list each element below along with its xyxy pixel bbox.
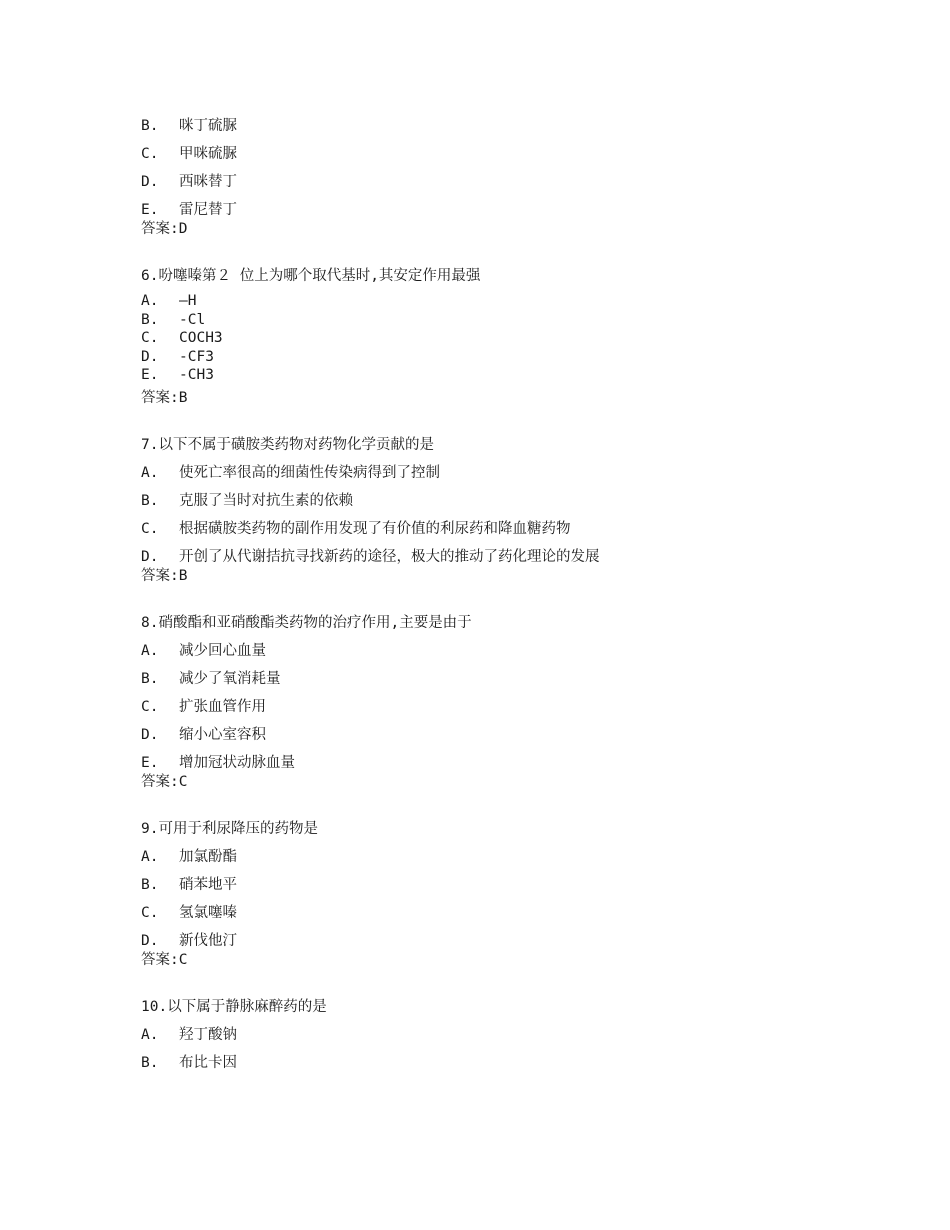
option-text: 开创了从代谢拮抗寻找新药的途径，极大的推动了药化理论的发展 xyxy=(179,548,600,565)
option-a xyxy=(141,459,901,487)
option-b xyxy=(141,487,901,515)
option-letter: B. xyxy=(141,118,159,134)
question-5-block xyxy=(141,112,901,240)
option-text: 咪丁硫脲 xyxy=(179,118,237,134)
answer-text: 答案:B xyxy=(141,389,188,406)
option-letter: A. xyxy=(141,1026,159,1043)
option-letter: C. xyxy=(141,904,159,921)
option-a xyxy=(141,637,901,665)
question-title: 10.以下属于静脉麻醉药的是 xyxy=(141,998,327,1015)
option-a xyxy=(141,843,901,871)
answer-text: 答案:C xyxy=(141,773,188,790)
option-letter: B. xyxy=(141,1054,159,1071)
question-6-block xyxy=(141,262,901,409)
option-d xyxy=(141,168,901,196)
option-letter: A. xyxy=(141,293,159,309)
option-text: 雷尼替丁 xyxy=(179,202,237,218)
option-text: 甲咪硫脲 xyxy=(179,146,237,162)
option-text: 减少了氧消耗量 xyxy=(179,670,281,687)
option-text: -CH3 xyxy=(179,367,214,383)
option-letter: A. xyxy=(141,642,159,659)
option-text: 减少回心血量 xyxy=(179,642,266,659)
question-8-block xyxy=(141,609,901,793)
option-letter: C. xyxy=(141,146,159,162)
option-text: 使死亡率很高的细菌性传染病得到了控制 xyxy=(179,464,440,481)
option-letter: D. xyxy=(141,932,159,949)
option-text: –H xyxy=(179,293,197,309)
option-text: COCH3 xyxy=(179,330,223,346)
option-text: 布比卡因 xyxy=(179,1054,237,1071)
option-letter: B. xyxy=(141,670,159,687)
option-b xyxy=(141,665,901,693)
question-title: 8.硝酸酯和亚硝酸酯类药物的治疗作用,主要是由于 xyxy=(141,614,472,631)
option-a xyxy=(141,1021,901,1049)
question-7-block xyxy=(141,431,901,587)
option-c xyxy=(141,329,901,348)
option-letter: D. xyxy=(141,726,159,743)
option-text: -CF3 xyxy=(179,348,214,365)
option-text: 加氯酚酯 xyxy=(179,848,237,865)
question-title: 7.以下不属于磺胺类药物对药物化学贡献的是 xyxy=(141,436,434,453)
option-b xyxy=(141,1049,901,1077)
option-letter: A. xyxy=(141,848,159,865)
option-letter: D. xyxy=(141,174,159,190)
answer-text: 答案:B xyxy=(141,567,188,584)
question-title: 9.可用于利尿降压的药物是 xyxy=(141,820,318,837)
option-letter: C. xyxy=(141,520,159,537)
option-text: 西咪替丁 xyxy=(179,174,237,190)
option-text: 硝苯地平 xyxy=(179,876,237,893)
option-letter: D. xyxy=(141,348,159,365)
option-b xyxy=(141,871,901,899)
document-page xyxy=(141,112,901,1077)
option-a xyxy=(141,292,901,311)
option-letter: E. xyxy=(141,367,159,383)
option-text: 根据磺胺类药物的副作用发现了有价值的利尿药和降血糖药物 xyxy=(179,520,571,537)
question-10-block xyxy=(141,993,901,1077)
option-text: 扩张血管作用 xyxy=(179,698,266,715)
option-letter: C. xyxy=(141,698,159,715)
option-letter: A. xyxy=(141,464,159,481)
option-text: 氢氯噻嗪 xyxy=(179,904,237,921)
option-c xyxy=(141,899,901,927)
option-d xyxy=(141,721,901,749)
option-c xyxy=(141,515,901,543)
question-title: 6.吩噻嗪第２ 位上为哪个取代基时,其安定作用最强 xyxy=(141,268,481,284)
option-letter: C. xyxy=(141,330,159,346)
option-text: 新伐他汀 xyxy=(179,932,237,949)
option-letter: D. xyxy=(141,548,159,565)
option-d xyxy=(141,348,901,367)
option-b xyxy=(141,112,901,140)
option-text: -Cl xyxy=(179,311,206,328)
option-text: 增加冠状动脉血量 xyxy=(179,754,295,771)
answer-text: 答案:C xyxy=(141,951,188,968)
option-c xyxy=(141,140,901,168)
question-9-block xyxy=(141,815,901,971)
option-e xyxy=(141,366,901,385)
option-text: 羟丁酸钠 xyxy=(179,1026,237,1043)
option-letter: E. xyxy=(141,754,159,771)
option-letter: B. xyxy=(141,311,159,328)
option-letter: B. xyxy=(141,876,159,893)
option-letter: E. xyxy=(141,202,159,218)
option-c xyxy=(141,693,901,721)
answer-text: 答案:D xyxy=(141,221,188,237)
option-b xyxy=(141,311,901,330)
option-letter: B. xyxy=(141,492,159,509)
option-text: 缩小心室容积 xyxy=(179,726,266,743)
option-text: 克服了当时对抗生素的依赖 xyxy=(179,492,353,509)
